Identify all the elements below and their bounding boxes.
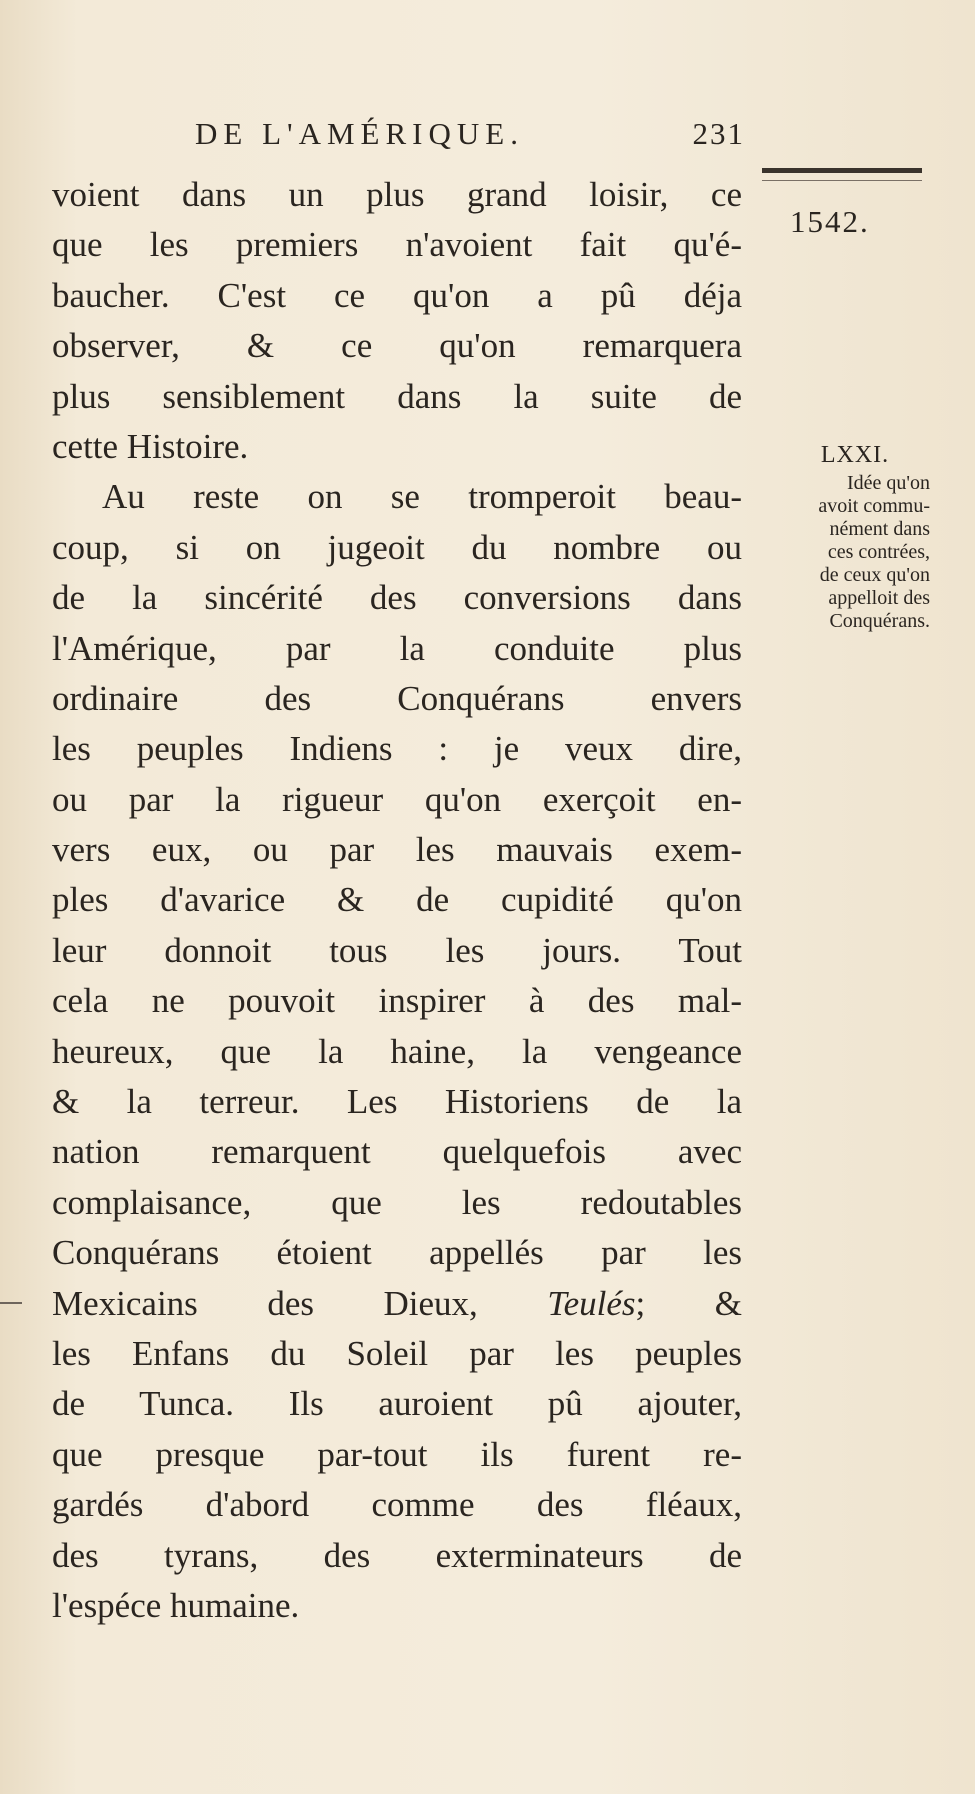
margin-rule (762, 168, 922, 173)
text-line: cette Histoire. (52, 426, 249, 466)
running-header (195, 116, 745, 152)
margin-mark (0, 1302, 22, 1304)
margin-note-line: appelloit des (828, 587, 930, 609)
text-segment: Mexicains des Dieux, (52, 1283, 478, 1323)
margin-note-line: Idée qu'on (846, 472, 930, 494)
margin-year: 1542. (790, 204, 870, 239)
text-line: heureux, que la haine, la vengeance (52, 1031, 742, 1071)
text-line: & la terreur. Les Historiens de la (52, 1082, 742, 1122)
margin-note-line: de ceux qu'on (819, 564, 930, 586)
text-line: observer, & ce qu'on remarquera (52, 326, 742, 366)
text-line: cela ne pouvoit inspirer à des mal- (52, 981, 742, 1021)
page-number: 231 (692, 116, 745, 151)
text-line: des tyrans, des exterminateurs de (52, 1535, 742, 1575)
text-line: plus sensiblement dans la suite de (52, 376, 742, 416)
text-line: ordinaire des Conquérans envers (52, 678, 742, 718)
text-line: complaisance, que les redoutables (52, 1182, 742, 1222)
running-title: DE L'AMÉRIQUE. (195, 116, 524, 151)
margin-note-line: Conquérans. (829, 610, 930, 632)
margin-section-number: LXXI. (820, 442, 890, 468)
text-line: de la sincérité des conversions dans (52, 578, 742, 618)
text-line: coup, si on jugeoit du nombre ou (52, 527, 742, 567)
text-line: que presque par-tout ils furent re- (52, 1434, 742, 1474)
margin-note (752, 472, 930, 633)
text-line: baucher. C'est ce qu'on a pû déja (52, 275, 742, 315)
italic-word: Teulés (547, 1283, 636, 1323)
text-segment: ; & (635, 1283, 743, 1323)
text-line: gardés d'abord comme des fléaux, (52, 1485, 742, 1525)
margin-rule-thin (762, 180, 922, 181)
margin-note-line: avoit commu- (818, 495, 930, 517)
margin-note-line: ces contrées, (827, 541, 930, 563)
text-line: ou par la rigueur qu'on exerçoit en- (52, 779, 742, 819)
text-line: les peuples Indiens : je veux dire, (52, 729, 742, 769)
text-line: leur donnoit tous les jours. Tout (52, 930, 742, 970)
text-line: que les premiers n'avoient fait qu'é- (52, 225, 742, 265)
text-line: de Tunca. Ils auroient pû ajouter, (52, 1384, 742, 1424)
text-line: voient dans un plus grand loisir, ce (52, 175, 742, 214)
text-line: ples d'avarice & de cupidité qu'on (52, 880, 742, 920)
text-line: Conquérans étoient appellés par les (52, 1233, 742, 1273)
text-line: vers eux, ou par les mauvais exem- (52, 830, 742, 870)
text-line: l'espéce humaine. (52, 1585, 300, 1625)
margin-note-line: nément dans (829, 518, 930, 540)
text-line: Au reste on se tromperoit beau- (102, 477, 742, 517)
text-line: l'Amérique, par la conduite plus (52, 628, 742, 668)
body-text (52, 170, 742, 1631)
text-line: les Enfans du Soleil par les peuples (52, 1333, 742, 1373)
text-line (52, 1279, 742, 1329)
text-line: nation remarquent quelquefois avec (52, 1132, 742, 1172)
